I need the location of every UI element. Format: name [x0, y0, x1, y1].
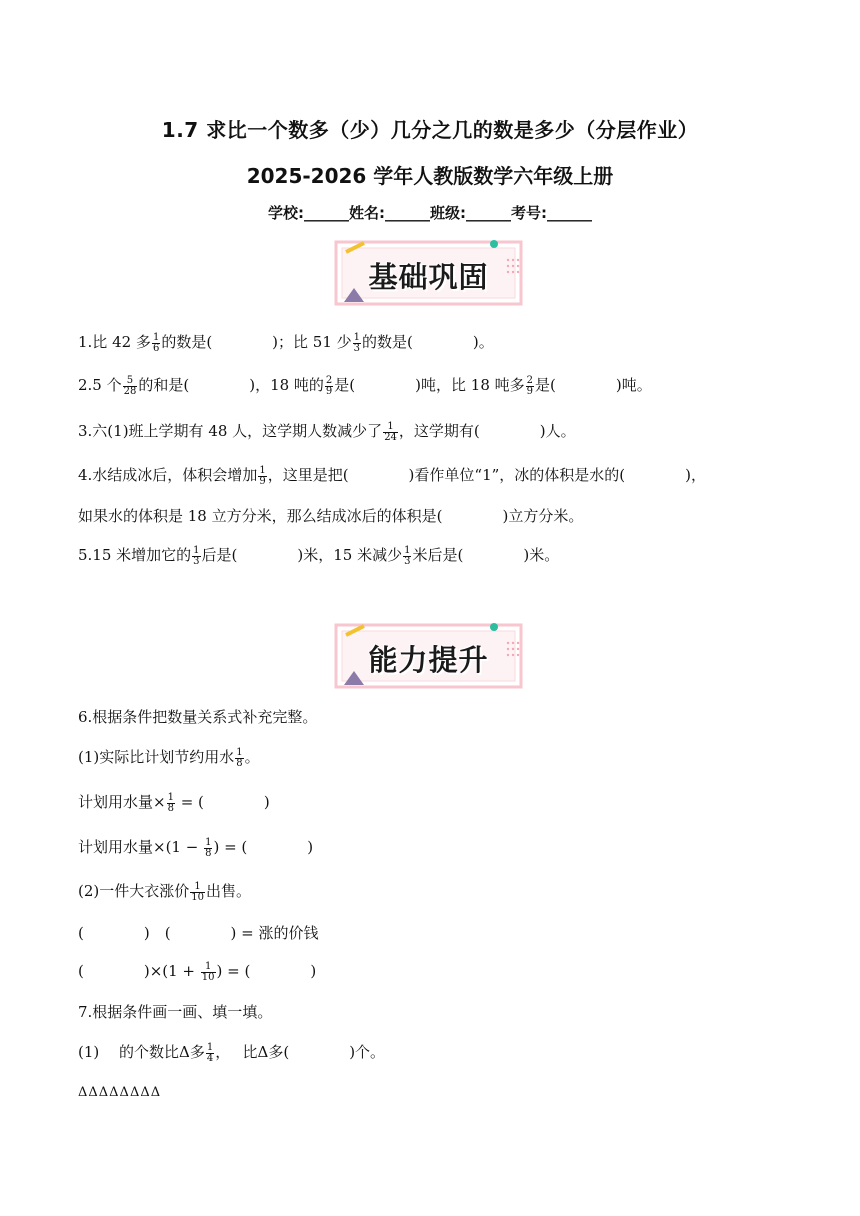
question-6-part-2: (2)一件大衣涨价 $\frac{1}{10}$ 出售。	[78, 880, 251, 903]
fraction: $\frac{1}{4}$	[206, 1041, 214, 1064]
question-6-expression-4: ( )×(1 + $\frac{1}{10}$ ) = ( )	[78, 960, 317, 983]
student-info-line: 学校:______姓名:______班级:______考号:______	[268, 204, 592, 222]
question-6-expression-1: 计划用水量× $\frac{1}{8}$ = ( )	[78, 791, 270, 814]
fraction: $\frac{1}{9}$	[259, 464, 266, 487]
fraction: $\frac{1}{3}$	[353, 331, 361, 354]
page-subtitle: 2025-2026 学年人教版数学六年级上册	[246, 164, 614, 188]
page-title: 1.7 求比一个数多（少）几分之几的数是多少（分层作业）	[161, 118, 699, 142]
section-banner-title: 能力提升	[368, 643, 489, 677]
fraction: $\frac{1}{8}$	[236, 746, 243, 769]
fraction: $\frac{1}{8}$	[205, 836, 212, 859]
question-6-part-1: (1)实际比计划节约用水 $\frac{1}{8}$ 。	[78, 746, 260, 769]
triangle-row: ΔΔΔΔΔΔΔΔ	[78, 1085, 162, 1100]
fraction: $\frac{2}{9}$	[526, 374, 534, 397]
fraction: $\frac{1}{10}$	[201, 960, 215, 983]
question-5: 5.15 米增加它的 $\frac{1}{3}$ 后是( )米，15 米减少 $\frac{1}{3}$ 米后是( )米。	[78, 544, 560, 567]
question-4: 4.水结成冰后，体积会增加 $\frac{1}{9}$ ，这里是把( )看作单位“1”，冰的体积是水的( )，	[78, 464, 706, 487]
fraction: $\frac{2}{9}$	[325, 374, 333, 397]
section-banner-advanced	[332, 621, 525, 691]
question-6-title: 6.根据条件把数量关系式补充完整。	[78, 708, 318, 726]
fraction: $\frac{5}{28}$	[123, 374, 137, 397]
section-banner-basic	[332, 238, 525, 308]
question-1: 1.比 42 多 $\frac{1}{6}$ 的数是( )；比 51 少 $\frac{1}{3}$ 的数是( )。	[78, 331, 494, 354]
fraction: $\frac{1}{3}$	[193, 544, 200, 567]
fraction: $\frac{1}{3}$	[404, 544, 411, 567]
question-4-line-2: 如果水的体积是 18 立方分米，那么结成冰后的体积是( )立方分米。	[78, 507, 584, 525]
question-3: 3.六(1)班上学期有 48 人，这学期人数减少了 $\frac{1}{24}$ ，这学期有( )人。	[78, 420, 576, 443]
question-7-title: 7.根据条件画一画、填一填。	[78, 1003, 273, 1021]
fraction: $\frac{1}{10}$	[191, 880, 204, 903]
question-7-part-1: (1) 的个数比Δ多 $\frac{1}{4}$ ， 比Δ多( )个。	[78, 1041, 386, 1064]
section-banner-title: 基础巩固	[368, 260, 489, 294]
fraction: $\frac{1}{8}$	[167, 791, 174, 814]
question-6-expression-3: ( ) ( ) = 涨的价钱	[78, 924, 319, 942]
fraction: $\frac{1}{6}$	[152, 331, 160, 354]
question-6-expression-2: 计划用水量×(1 − $\frac{1}{8}$ ) = ( )	[78, 836, 314, 859]
fraction: $\frac{1}{24}$	[384, 420, 397, 443]
question-2: 2.5 个 $\frac{5}{28}$ 的和是( )，18 吨的 $\frac{2}{9}$ 是( )吨，比 18 吨多 $\frac{2}{9}$ 是( )吨。	[78, 374, 652, 397]
